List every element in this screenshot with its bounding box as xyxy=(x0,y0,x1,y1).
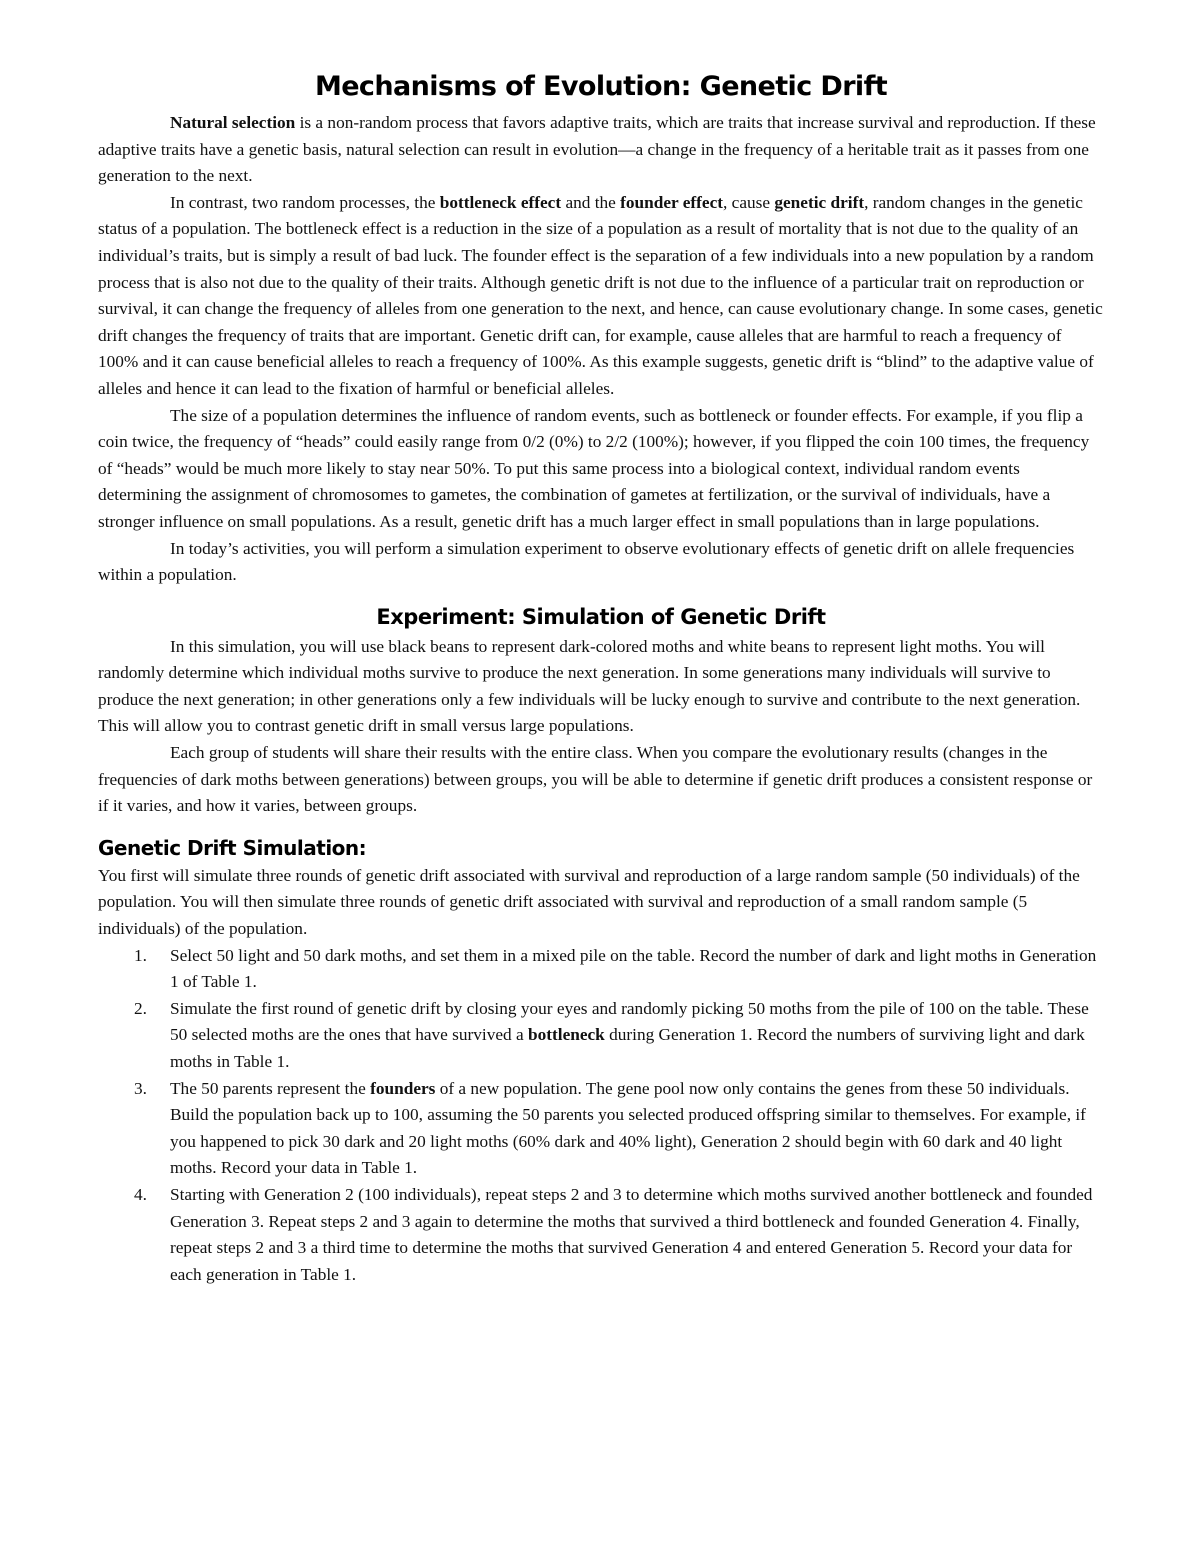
step-number: 2. xyxy=(134,998,147,1018)
term-bottleneck: bottleneck xyxy=(528,1025,605,1045)
experiment-paragraph-beans: In this simulation, you will use black beans to represent dark-colored moths and white beans to represent light moths. You will randomly determine which individual moths survive to produce the next generation. In some generations many individuals will survive to produce the next generation; in other generations only a few individuals will be lucky enough to survive and contribute to the next generation. This will allow you to contrast genetic drift in small versus large populations. xyxy=(98,636,1081,736)
term-genetic-drift: genetic drift xyxy=(774,192,865,212)
intro-paragraph-natural-selection: Natural selection is a non-random process that favors adaptive traits, which are traits that increase survival and reproduction. If these adaptive traits have a genetic basis, natural selection can result in evolution—a change in the frequency of a heritable trait as it passes from one generation to the next. xyxy=(98,113,1096,186)
list-item-step-4 xyxy=(134,1182,1104,1288)
step-text: Select 50 light and 50 dark moths, and set them in a mixed pile on the table. Record the number of dark and light moths in Generation 1 of Table 1. xyxy=(170,945,1097,992)
term-bottleneck-effect: bottleneck effect xyxy=(439,192,562,212)
simulation-heading: Genetic Drift Simulation: xyxy=(98,835,367,860)
step-number: 3. xyxy=(134,1078,147,1098)
step-number: 1. xyxy=(134,945,147,965)
list-item-step-1 xyxy=(134,943,1104,996)
term-natural-selection: Natural selection xyxy=(170,113,296,132)
step-number: 4. xyxy=(134,1184,147,1204)
intro-paragraph-population-size: The size of a population determines the influence of random events, such as bottleneck or founder effects. For example, if you flip a coin twice, the frequency of “heads” could easily range from 0/2 (0%) to 2/2 (100%); however, if you flipped the coin 100 times, the frequency of “heads” would be much more likely to stay near 50%. To put this same process into a biological context, individual random events determining the assignment of chromosomes to gametes, the combination of gametes at fertilization, or the survival of individuals, have a stronger influence on small populations. As a result, genetic drift has a much larger effect in small populations than in large populations. xyxy=(98,405,1090,531)
intro-paragraph-genetic-drift: In contrast, two random processes, the bottleneck effect and the founder effect, cause genetic drift, random changes in the genetic status of a population. The bottleneck effect is a reduction in the size of a population as a result of mortality that is not due to the quality of an individual’s traits, but is simply a result of bad luck. The founder effect is the separation of a few individuals into a new population by a random process that is also not due to the quality of their traits. Although genetic drift is not due to the influence of a particular trait on reproduction or survival, it can change the frequency of alleles from one generation to the next, and hence, can cause evolutionary change. In some cases, genetic drift changes the frequency of traits that are important. Genetic drift can, for example, cause alleles that are harmful to reach a frequency of 100% and it can cause beneficial alleles to reach a frequency of 100%. As this example suggests, genetic drift is “blind” to the adaptive value of alleles and hence it can lead to the fixation of harmful or beneficial alleles. xyxy=(98,192,1103,398)
page-title: Mechanisms of Evolution: Genetic Drift xyxy=(314,71,888,102)
list-item-step-3: 3. The 50 parents represent the founders of a new population. The gene pool now only contains the genes from these 50 individuals. Build the population back up to 100, assuming the 50 parents you selected produced offspring similar to themselves. For example, if you happened to pick 30 dark and 20 light moths (60% dark and 40% light), Generation 2 should begin with 60 dark and 40 light moths. Record your data in Table 1. xyxy=(170,1076,1104,1182)
document-page xyxy=(98,70,1104,1288)
simulation-intro: You first will simulate three rounds of genetic drift associated with survival and reproduction of a large random sample (50 individuals) of the population. You will then simulate three rounds of genetic drift associated with survival and reproduction of a small random sample (5 individuals) of the population. xyxy=(98,865,1080,939)
list-item-step-2: 2. Simulate the first round of genetic drift by closing your eyes and randomly picking 50 moths from the pile of 100 on the table. These 50 selected moths are the ones that have survived a bottleneck during Generation 1. Record the numbers of surviving light and dark moths in Table 1. xyxy=(170,996,1104,1076)
step-text: Starting with Generation 2 (100 individuals), repeat steps 2 and 3 to determine which moths survived another bottleneck and founded Generation 3. Repeat steps 2 and 3 again to determine the moths that survived a third bottleneck and founded Generation 4. Finally, repeat steps 2 and 3 a third time to determine the moths that survived Generation 4 and entered Generation 5. Record your data for each generation in Table 1. xyxy=(170,1184,1093,1284)
simulation-steps-list xyxy=(98,943,1104,1289)
experiment-paragraph-groups: Each group of students will share their results with the entire class. When you compare the evolutionary results (changes in the frequencies of dark moths between generations) between groups, you will be able to determine if genetic drift produces a consistent response or if it varies, and how it varies, between groups. xyxy=(98,743,1093,816)
term-founders: founders xyxy=(370,1078,436,1098)
intro-paragraph-todays-activities: In today’s activities, you will perform a simulation experiment to observe evolutionary effects of genetic drift on allele frequencies within a population. xyxy=(98,538,1075,585)
term-founder-effect: founder effect xyxy=(620,192,724,212)
experiment-heading: Experiment: Simulation of Genetic Drift xyxy=(376,604,826,629)
